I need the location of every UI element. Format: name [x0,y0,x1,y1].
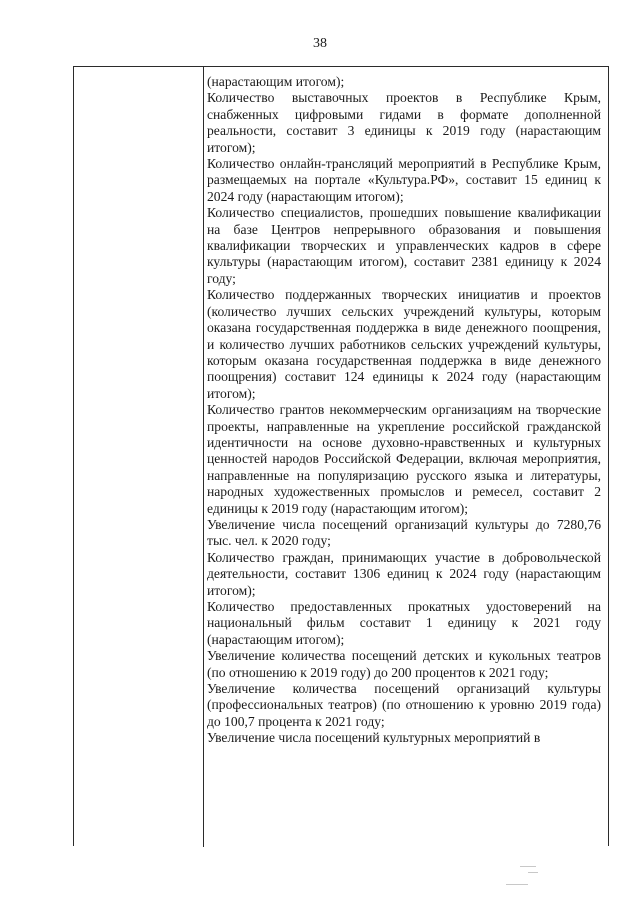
column-divider [203,67,204,847]
scan-artifact [528,872,538,873]
paragraph: Увеличение числа посещений культурных мероприятий в [207,730,541,746]
paragraph: Количество грантов некоммерческим организациям на творческие проекты, направленные на укрепление российской гражданской идентичности на основе духовно-нравственных и культурных ценностей народов Российской Федерации, включая мероприятия, направленные на популяризацию русского языка и литературы, народных художественных промыслов и ремесел, составит 2 единицы к 2019 году (нарастающим итогом); [207,402,601,516]
paragraph: Количество онлайн-трансляций мероприятий в Республике Крым, размещаемых на портале «Культура.РФ», составит 15 единиц к 2024 году (нарастающим итогом); [207,156,601,204]
paragraph: Количество предоставленных прокатных удостоверений на национальный фильм составит 1 единицу к 2021 году (нарастающим итогом); [207,599,601,647]
paragraph: Увеличение количества посещений организаций культуры (профессиональных театров) (по отношению к уровню 2019 года) до 100,7 процента к 2021 году; [207,681,601,729]
document-table [73,66,609,846]
paragraph: Количество выставочных проектов в Республике Крым, снабженных цифровыми гидами в формате дополненной реальности, составит 3 единицы к 2019 году (нарастающим итогом); [207,90,601,155]
paragraph: Увеличение количества посещений детских и кукольных театров (по отношению к 2019 году) до 200 процентов к 2021 году; [207,648,601,680]
paragraph: (нарастающим итогом); [207,74,345,89]
paragraph: Количество поддержанных творческих инициатив и проектов (количество лучших сельских учреждений культуры, которым оказана государственная поддержка в виде денежного поощрения, и количество лучших работников сельских учреждений культуры, которым оказана государственная поддержка в виде денежного поощрения) составит 124 единицы к 2024 году (нарастающим итогом); [207,287,601,401]
scan-artifact [506,884,528,885]
paragraph: Количество специалистов, прошедших повышение квалификации на базе Центров непрерывного образования и повышения квалификации творческих и управленческих кадров в сфере культуры (нарастающим итогом), составит 2381 единицу к 2024 году; [207,205,601,286]
paragraph: Увеличение числа посещений организаций культуры до 7280,76 тыс. чел. к 2020 году; [207,516,601,549]
scan-artifact [520,866,536,867]
page-number: 38 [313,36,327,51]
indicators-cell [207,74,601,846]
paragraph: Количество граждан, принимающих участие в добровольческой деятельности, составит 1306 единиц к 2024 году (нарастающим итогом); [207,549,601,598]
